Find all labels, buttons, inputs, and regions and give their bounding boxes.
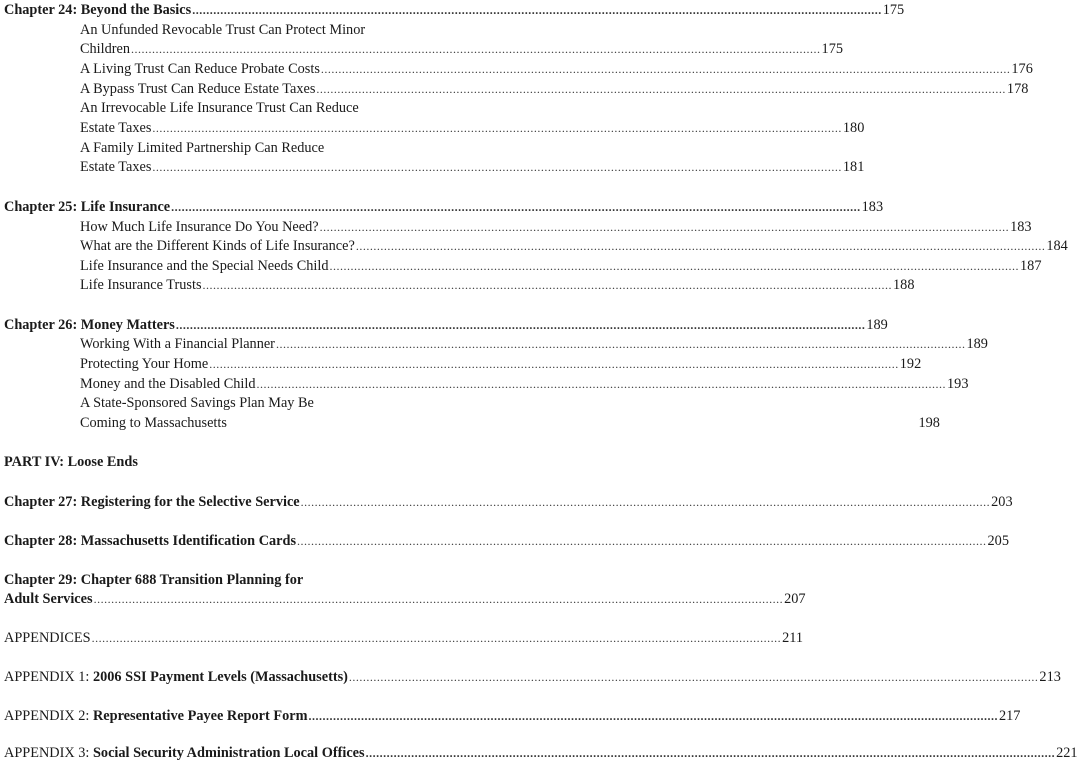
entry-title: Money and the Disabled Child	[80, 376, 256, 392]
dot-leader	[321, 59, 1011, 79]
entry-title: Chapter 26: Money Matters	[4, 317, 175, 333]
toc-entry[interactable]	[80, 118, 865, 138]
entry-title: A Living Trust Can Reduce Probate Costs	[80, 61, 320, 77]
entry-title: A Bypass Trust Can Reduce Estate Taxes	[80, 81, 316, 97]
dot-leader	[257, 374, 947, 394]
page-number: 187	[1020, 258, 1042, 274]
entry-title: Chapter 24: Beyond the Basics	[4, 2, 192, 18]
entry-title: Chapter 25: Life Insurance	[4, 199, 171, 215]
toc-entry-chapter-28[interactable]	[4, 531, 1009, 551]
page-number: 207	[784, 591, 806, 607]
page-number: 193	[947, 376, 969, 392]
toc-entry-chapter-27[interactable]	[4, 492, 1013, 512]
page-number: 198	[918, 415, 940, 431]
page-number: 181	[842, 159, 865, 175]
entry-title: How Much Life Insurance Do You Need?	[80, 219, 319, 235]
dot-leader	[301, 492, 991, 512]
page-number: 183	[861, 199, 884, 215]
page-number: 184	[1046, 238, 1068, 254]
page-number: 180	[842, 120, 865, 136]
toc-entry[interactable]	[80, 275, 915, 295]
dot-leader	[366, 743, 1056, 763]
dot-leader	[209, 354, 899, 374]
entry-title: Representative Payee Report Form	[92, 708, 308, 724]
toc-entry-text: A Family Limited Partnership Can Reduce	[80, 140, 325, 156]
toc-entry-text: An Irrevocable Life Insurance Trust Can Reduce	[80, 100, 359, 116]
toc-entry[interactable]	[80, 374, 969, 394]
page-number: 203	[991, 494, 1013, 510]
toc-entry-appendices[interactable]	[4, 628, 804, 648]
toc-entry-chapter-24[interactable]	[4, 0, 905, 20]
toc-entry-text: A State-Sponsored Savings Plan May Be	[80, 395, 314, 411]
entry-title: APPENDICES	[4, 630, 91, 646]
dot-leader	[92, 628, 782, 648]
entry-title: Chapter 27: Registering for the Selective Service	[4, 494, 300, 510]
dot-leader	[320, 217, 1010, 237]
toc-entry-appendix-3[interactable]	[4, 743, 1078, 763]
entry-title: Social Security Administration Local Offices	[92, 745, 365, 761]
entry-prefix: APPENDIX 1:	[4, 669, 93, 685]
entry-title: Children	[80, 41, 131, 57]
toc-entry[interactable]	[80, 157, 865, 177]
entry-prefix: APPENDIX 2:	[4, 708, 93, 724]
toc-entry-text: Chapter 29: Chapter 688 Transition Planning for	[4, 572, 304, 588]
toc-entry[interactable]	[80, 236, 1068, 256]
entry-title: Adult Services	[4, 591, 93, 607]
dot-leader	[192, 0, 882, 20]
page-number: 192	[899, 356, 922, 372]
dot-leader	[297, 531, 987, 551]
dot-leader	[349, 667, 1039, 687]
toc-entry[interactable]	[80, 39, 843, 59]
dot-leader	[330, 256, 1020, 276]
dot-leader	[131, 39, 821, 59]
page-number: 213	[1039, 669, 1061, 685]
page-number: 176	[1011, 61, 1033, 77]
toc-entry[interactable]	[80, 79, 1029, 99]
dot-leader	[276, 334, 966, 354]
toc-entry-text: An Unfunded Revocable Trust Can Protect Minor	[80, 22, 366, 38]
page-number: 188	[893, 277, 915, 293]
entry-title: Working With a Financial Planner	[80, 336, 275, 352]
dot-leader	[152, 118, 842, 138]
page-number: 175	[882, 2, 905, 18]
toc-entry-chapter-26[interactable]	[4, 315, 888, 335]
page-number: 183	[1010, 219, 1032, 235]
toc-entry[interactable]	[80, 217, 1032, 237]
dot-leader	[308, 706, 998, 726]
toc-entry-chapter-25[interactable]	[4, 197, 884, 217]
page-number: 178	[1006, 81, 1029, 97]
toc-entry-appendix-1[interactable]	[4, 667, 1061, 687]
toc-entry[interactable]	[80, 334, 988, 354]
entry-title: Chapter 28: Massachusetts Identification Cards	[4, 533, 297, 549]
page-number: 205	[987, 533, 1009, 549]
entry-title: Life Insurance Trusts	[80, 277, 202, 293]
dot-leader	[356, 236, 1046, 256]
entry-title: Estate Taxes	[80, 120, 152, 136]
page-number: 189	[866, 317, 888, 333]
entry-title: Life Insurance and the Special Needs Child	[80, 258, 329, 274]
dot-leader	[203, 275, 893, 295]
page-number: 221	[1056, 745, 1078, 761]
toc-entry[interactable]	[80, 256, 1042, 276]
page-number: 175	[821, 41, 843, 57]
entry-title: What are the Different Kinds of Life Insurance?	[80, 238, 355, 254]
page-number: 217	[998, 708, 1021, 724]
part-heading: PART IV: Loose Ends	[4, 454, 138, 470]
dot-leader	[171, 197, 861, 217]
toc-entry[interactable]	[80, 59, 1033, 79]
dot-leader	[152, 157, 842, 177]
page-number: 211	[782, 630, 804, 646]
entry-title: Estate Taxes	[80, 159, 152, 175]
toc-entry-appendix-2[interactable]	[4, 706, 1021, 726]
toc-entry[interactable]	[80, 354, 922, 374]
dot-leader	[316, 79, 1006, 99]
dot-leader	[94, 589, 784, 609]
entry-title: Coming to Massachusetts	[80, 415, 227, 431]
dot-leader	[176, 315, 866, 335]
entry-prefix: APPENDIX 3:	[4, 745, 93, 761]
toc-entry[interactable]	[80, 413, 940, 433]
entry-title: Protecting Your Home	[80, 356, 209, 372]
page-number: 189	[966, 336, 988, 352]
toc-entry-chapter-29[interactable]	[4, 589, 806, 609]
entry-title: 2006 SSI Payment Levels (Massachusetts)	[92, 669, 348, 685]
